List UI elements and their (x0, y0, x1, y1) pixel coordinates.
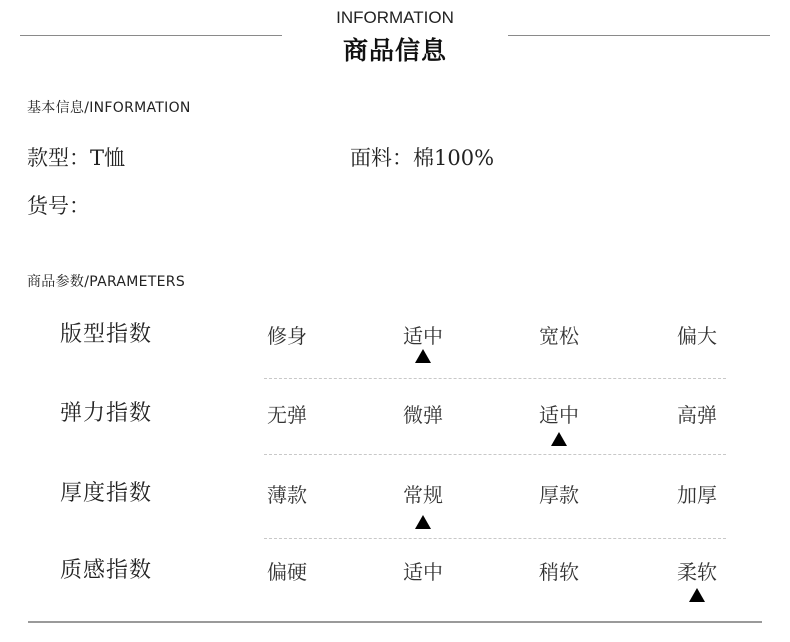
param-option: 加厚 (677, 483, 717, 507)
param-option: 柔软 (677, 560, 717, 584)
basic-info-label: 基本信息/INFORMATION (27, 100, 191, 116)
header-title-zh: 商品信息 (342, 36, 447, 65)
param-option: 修身 (267, 324, 307, 348)
param-name: 厚度指数 (60, 481, 153, 506)
param-name: 弹力指数 (60, 401, 153, 426)
param-option: 适中 (403, 560, 443, 584)
item-number-label: 货号： (27, 194, 90, 218)
selected-marker-icon (551, 432, 567, 446)
param-name: 版型指数 (60, 322, 153, 347)
selected-marker-icon (415, 515, 431, 529)
param-option: 常规 (403, 483, 443, 507)
param-option: 微弹 (403, 403, 443, 427)
param-name: 质感指数 (60, 558, 153, 583)
param-option: 偏硬 (267, 560, 307, 584)
param-option: 薄款 (267, 483, 307, 507)
style-value: T恤 (90, 146, 126, 170)
row-divider (264, 454, 726, 455)
parameters-label: 商品参数/PARAMETERS (27, 274, 186, 290)
bottom-divider (28, 621, 762, 623)
row-divider (264, 538, 726, 539)
param-option: 高弹 (677, 403, 717, 427)
row-divider (264, 378, 726, 379)
param-option: 稍软 (539, 560, 579, 584)
style-field (27, 142, 125, 172)
param-option: 无弹 (267, 403, 307, 427)
param-option: 偏大 (677, 324, 717, 348)
fabric-field (350, 142, 494, 172)
param-option: 适中 (539, 403, 579, 427)
style-label: 款型： (27, 146, 90, 170)
fabric-label: 面料： (350, 146, 413, 170)
fabric-value: 棉100% (413, 146, 495, 170)
param-option: 宽松 (539, 324, 579, 348)
param-option: 适中 (403, 324, 443, 348)
selected-marker-icon (689, 588, 705, 602)
item-number-field (27, 190, 90, 220)
header-title-en: INFORMATION (336, 8, 454, 27)
selected-marker-icon (415, 349, 431, 363)
param-option: 厚款 (539, 483, 579, 507)
